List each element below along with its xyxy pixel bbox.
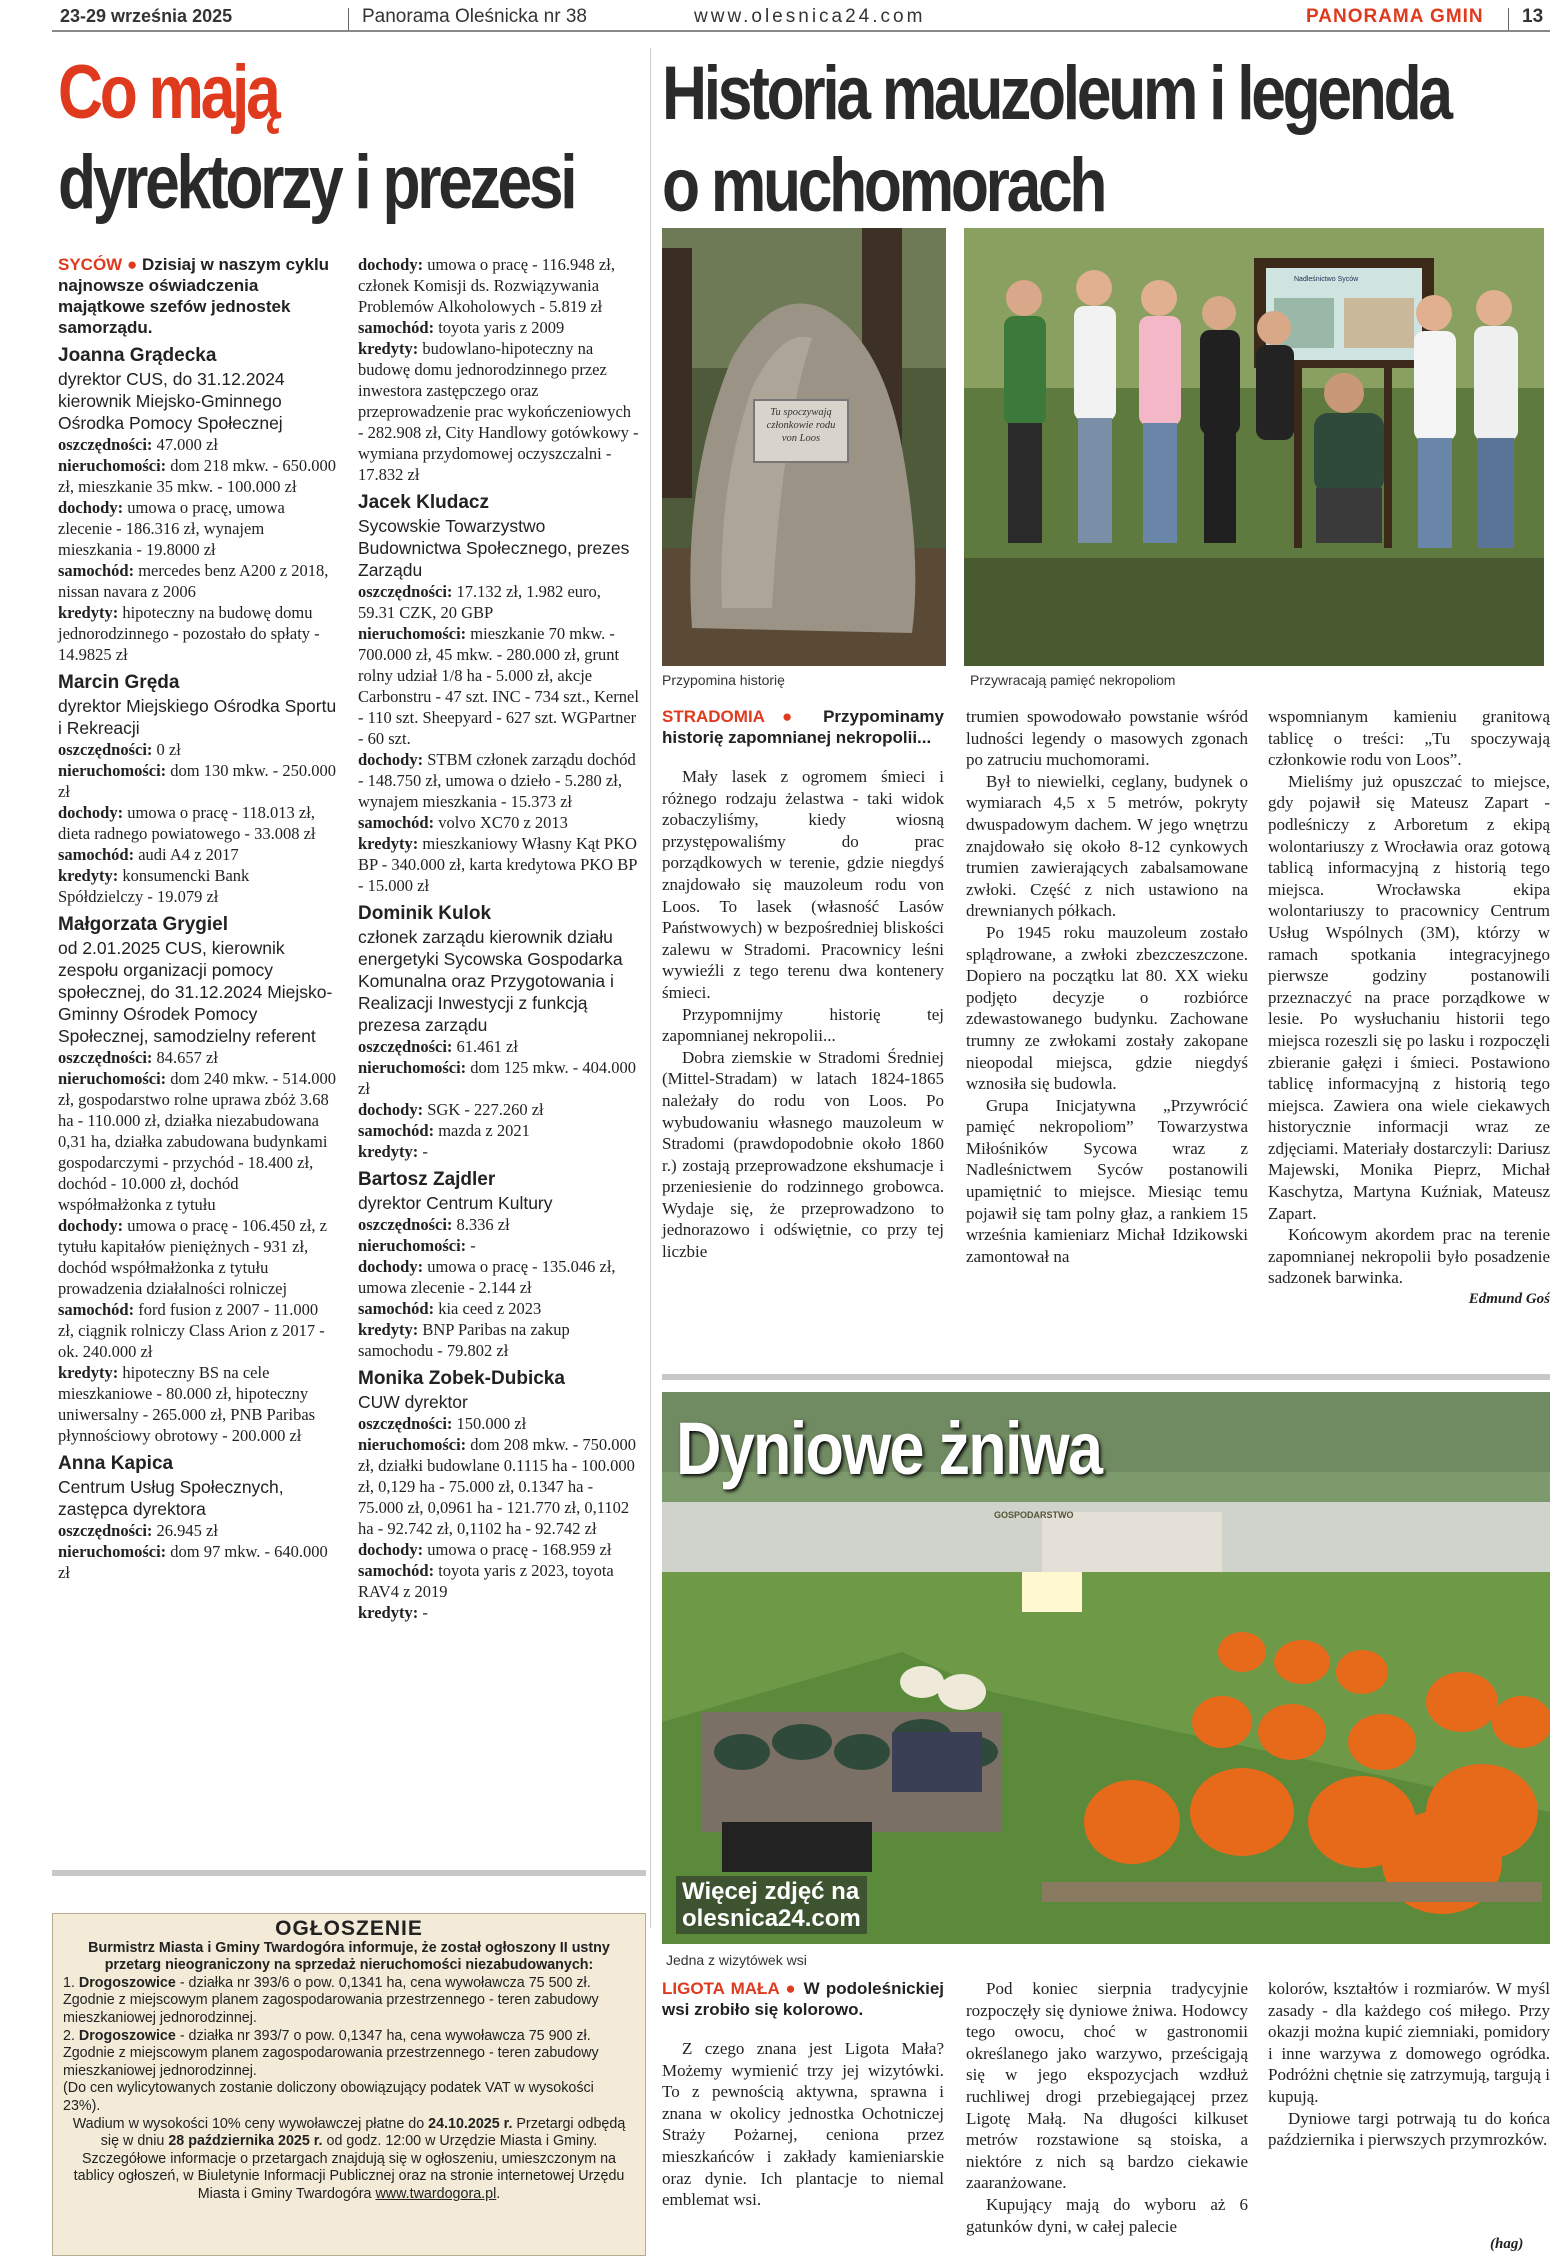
person-role: dyrektor CUS, do 31.12.2024 kierownik Miejsko-Gminnego Ośrodka Pomocy Społecznej (58, 369, 285, 433)
declaration-row: oszczędności: 84.657 zł (58, 1048, 218, 1067)
declaration-row: oszczędności: 26.945 zł (58, 1521, 218, 1540)
person-block (358, 902, 640, 1162)
section-rule (662, 1374, 1550, 1380)
more-photos-line1: Więcej zdjęć na (682, 1878, 860, 1905)
section-rule (52, 1870, 646, 1876)
announcement-info: Szczegółowe informacje o przetargach znajdują się w ogłoszeniu, umieszczonym na tablicy ogłoszeń, w Biuletynie Informacji Publicznej oraz na stronie internetowej Urzędu Miasta i Gminy Twardogóra www.twardogora.pl. (73, 2150, 625, 2202)
stand-sign: GOSPODARSTWO (994, 1510, 1074, 1520)
declaration-row: samochód: kia ceed z 2023 (358, 1299, 542, 1318)
paragraph: Był to niewielki, ceglany, budynek o wymiarach 4,5 x 5 metrów, pokryty dwuspadowym dachem. W jego wnętrzu znajdowało się około 8-12 cynkowych trumien zawierających zabalsamowane zwłoki. Część z nich ustawiono na drewnianych półkach. (966, 771, 1248, 921)
paragraph: trumien spowodowało powstanie wśród ludności legendy o masowych zgonach po zatruciu muchomorami. (966, 707, 1248, 770)
declaration-row: samochód: mazda z 2021 (358, 1121, 530, 1140)
person-name: Joanna Grądecka (58, 345, 217, 366)
mausoleum-col-1 (662, 706, 944, 1263)
page-header (60, 6, 1550, 32)
declaration-row: oszczędności: 61.461 zł (358, 1037, 518, 1056)
pumpkins-author: (hag) (1490, 2236, 1524, 2252)
paragraph: Kupujący mają do wyboru aż 6 gatunków dyni, w całej palecie (966, 2194, 1248, 2236)
volunteers-photo (964, 228, 1544, 666)
announcement-vat: (Do cen wylicytowanych zostanie doliczony obowiązujący podatek VAT w wysokości 23%). (63, 2080, 594, 2114)
declaration-row: kredyty: - (358, 1603, 428, 1622)
pumpkins-lead: LIGOTA MAŁA ● W podoleśnickiej wsi zrobiło się kolorowo. (662, 1979, 944, 2019)
declaration-row: kredyty: hipoteczny na budowę domu jednorodzinnego - pozostało do spłaty - 14.9825 zł (58, 603, 320, 664)
person-role: od 2.01.2025 CUS, kierownik zespołu organizacji pomocy społecznej, do 31.12.2024 Miejsko-Gminny Ośrodek Pomocy Społecznej, samodzielny referent (58, 938, 333, 1046)
declaration-row: dochody: umowa o pracę, umowa zlecenie - 186.316 zł, wynajem mieszkania - 19.8000 zł (58, 498, 285, 559)
announcement-box (52, 1913, 646, 2256)
declaration-row: nieruchomości: - (358, 1236, 476, 1255)
headline-red: Co mają (58, 50, 278, 135)
declaration-row: kredyty: - (358, 1142, 428, 1161)
person-role: dyrektor Miejskiego Ośrodka Sportu i Rekreacji (58, 696, 337, 738)
person-block (358, 1168, 640, 1361)
person-block (58, 1452, 338, 1583)
declaration-row: oszczędności: 150.000 zł (358, 1414, 527, 1433)
declaration-row: kredyty: BNP Paribas na zakup samochodu - 79.802 zł (358, 1320, 570, 1360)
declaration-row: kredyty: konsumencki Bank Spółdzielczy - 19.079 zł (58, 866, 250, 906)
issue-name: Panorama Oleśnicka nr 38 (362, 6, 587, 27)
announcement-item-2: 2. Drogoszowice - działka nr 393/7 o pow. 0,1347 ha, cena wywoławcza 75 900 zł. Zgodnie z miejscowym planem zagospodarowania przestrzennego - teren zabudowy mieszkaniowej jednorodzinnej. (63, 2027, 599, 2079)
declaration-row: oszczędności: 0 zł (58, 740, 181, 759)
declarations-column-2 (358, 254, 640, 1623)
issue-date: 23-29 września 2025 (60, 6, 233, 26)
person-block (358, 491, 640, 896)
declaration-row: dochody: umowa o pracę - 116.948 zł, członek Komisji ds. Rozwiązywania Problemów Alkoholowych - 5.819 zł (358, 255, 615, 316)
boulder-photo (662, 228, 946, 666)
declaration-row: dochody: umowa o pracę - 118.013 zł, dieta radnego powiatowego - 33.008 zł (58, 803, 316, 843)
person-name: Jacek Kludacz (358, 492, 489, 513)
declaration-row: dochody: umowa o pracę - 135.046 zł, umowa zlecenie - 2.144 zł (358, 1257, 616, 1297)
mausoleum-col-2 (966, 706, 1248, 1267)
announcement-intro: Burmistrz Miasta i Gminy Twardogóra informuje, że został ogłoszony II ustny przetarg nieograniczony na sprzedaż nieruchomości niezabudowanych: (88, 1939, 610, 1974)
paragraph: Pod koniec sierpnia tradycyjnie rozpoczęły się dyniowe żniwa. Hodowcy tego owocu, choć w gastronomii określanego jako warzywo, prześcigają się w jego ekspozycjach wzdłuż ruchliwej drogi przebiegającej przez Ligotę Małą. Na długości kilkuset metrów rozstawione są stoiska, a niektóre z nich są bardzo ciekawie zaaranżowane. (966, 1979, 1248, 2193)
caption-boulder: Przypomina historię (662, 672, 785, 688)
person-name: Małgorzata Grygiel (58, 914, 228, 935)
headline-black: dyrektorzy i prezesi (58, 140, 575, 225)
declaration-row: samochód: toyota yaris z 2023, toyota RAV4 z 2019 (358, 1561, 614, 1601)
paragraph: Z czego znana jest Ligota Mała? Możemy wymienić trzy jej wizytówki. To z pewnością aktywna, sprawna i znana w okolicy jednostka Ochotniczej Straży Pożarnej, ceniona przez mieszkańców i zakłady kamieniarskie oraz dynie. Ich plantacje to niemal emblemat wsi. (662, 2039, 944, 2210)
website-link[interactable]: www.olesnica24.com (694, 6, 926, 27)
pumpkins-col-3 (1268, 1978, 1550, 2151)
person-name: Marcin Gręda (58, 672, 180, 693)
kicker-sycow: SYCÓW (58, 255, 123, 274)
caption-pumpkins: Jedna z wizytówek wsi (666, 1952, 807, 1968)
more-photos-line2: olesnica24.com (682, 1905, 861, 1932)
person-role: dyrektor Centrum Kultury (358, 1193, 553, 1213)
paragraph: kolorów, kształtów i rozmiarów. W myśl zasady - dla każdego coś miłego. Przy okazji można kupić ziemniaki, pomidory i inne warzywa z domowego ogródka. Podróżni chętnie się zatrzymują, targują i kupują. (1268, 1979, 1550, 2106)
declaration-row: dochody: umowa o pracę - 106.450 zł, z tytułu kapitałów pieniężnych - 931 zł, dochód współmałżonka z tytułu prowadzenia działalności rolniczej (58, 1216, 327, 1298)
declaration-row: dochody: STBM członek zarządu dochód - 148.750 zł, umowa o dzieło - 5.280 zł, wynajem mieszkania - 15.373 zł (358, 750, 636, 811)
declaration-row: samochód: audi A4 z 2017 (58, 845, 239, 864)
announcement-title: OGŁOSZENIE (275, 1917, 423, 1940)
lead-text: Dzisiaj w naszym cyklu najnowsze oświadczenia majątkowe szefów jednostek samorządu. (58, 255, 330, 337)
person-name: Dominik Kulok (358, 903, 492, 924)
declaration-row: kredyty: budowlano-hipoteczny na budowę domu jednorodzinnego przez inwestora zastępczego oraz przeprowadzenie prac wykończeniowych - 282.908 zł, City Handlowy gotówkowy - wymiana przydomowej oczyszczalni - 17.832 zł (358, 339, 639, 484)
declaration-row: nieruchomości: dom 130 mkw. - 250.000 zł (58, 761, 337, 801)
left-lead: SYCÓW ● Dzisiaj w naszym cyklu najnowsze oświadczenia majątkowe szefów jednostek samorządu. (58, 255, 330, 337)
mausoleum-col-3 (1268, 706, 1550, 1311)
declaration-row: dochody: SGK - 227.260 zł (358, 1100, 544, 1119)
declaration-row: dochody: umowa o pracę - 168.959 zł (358, 1540, 612, 1559)
paragraph: Grupa Inicjatywna „Przywrócić pamięć nekropoliom” Towarzystwa Miłośników Sycowa wraz z Nadleśnictwem Syców postanowili upamiętnić to miejsce. Miesiąc temu pojawił się tam polny głaz, a rankiem 15 września kamieniarz Michał Idzikowski zamontował na (966, 1095, 1248, 1266)
more-photos-badge[interactable] (676, 1876, 867, 1934)
person-role: Centrum Usług Społecznych, zastępca dyrektora (58, 1477, 284, 1519)
section-title: PANORAMA GMIN (1306, 6, 1484, 27)
declaration-row: samochód: volvo XC70 z 2013 (358, 813, 568, 832)
paragraph: Po 1945 roku mauzoleum zostało splądrowane, a zwłoki zbezczeszczone. Dopiero na początku lat 80. XX wieku podjęto decyzje o rozbiórce zdewastowanego budynku. Zachowane trumny ze zwłokami zostały zakopane nieopodal miejsca, gdzie niegdyś wznosiła się budowla. (966, 922, 1248, 1094)
paragraph: Mały lasek z ogromem śmieci i różnego rodzaju żelastwa - taki widok zobaczyliśmy, kiedy wiosną przystępowaliśmy do prac porządkowych w terenie, gdzie niegdyś znajdowało się mauzoleum rodu von Loos. To lasek (własność Lasów Państwowych) w bezpośredniej bliskości zalewu w Stradomi. Pracownicy leśni wywieźli z tego terenu dwa kontenery śmieci. (662, 767, 944, 1002)
mausoleum-lead: STRADOMIA ● Przypominamy historię zapomnianej nekropolii... (662, 707, 944, 747)
person-role: CUW dyrektor (358, 1392, 468, 1412)
paragraph: wspomnianym kamieniu granitową tablicę o treści: „Tu spoczywają członkowie rodu von Loos”. (1268, 707, 1550, 770)
paragraph: Przypomnijmy historię tej zapomnianej nekropolii... (662, 1004, 944, 1046)
person-block (58, 671, 338, 907)
declaration-row: oszczędności: 17.132 zł, 1.982 euro, 59.31 CZK, 20 GBP (358, 582, 601, 622)
kicker-ligota: LIGOTA MAŁA (662, 1979, 780, 1998)
person-block (358, 254, 640, 485)
declaration-row: nieruchomości: dom 218 mkw. - 650.000 zł, mieszkanie 35 mkw. - 100.000 zł (58, 456, 337, 496)
twardogora-link[interactable]: www.twardogora.pl (375, 2185, 497, 2202)
declaration-row: samochód: mercedes benz A200 z 2018, nissan navara z 2006 (58, 561, 329, 601)
announcement-wadium: Wadium w wysokości 10% ceny wywoławczej płatne do 24.10.2025 r. Przetargi odbędą się w dniu 28 października 2025 r. od godz. 12:00 w Urzędzie Miasta i Gminy. (72, 2115, 626, 2150)
declarations-column-1 (58, 254, 338, 1583)
person-block (58, 913, 338, 1446)
declaration-row: nieruchomości: mieszkanie 70 mkw. - 700.000 zł, 45 mkw. - 280.000 zł, grunt rolny udział 1/8 ha - 5.000 zł, akcje Carbonstru - 47 szt. INC - 734 szt., Kernel - 110 szt. Sheepyard - 627 szt. WGPartner - 60 szt. (358, 624, 639, 748)
declaration-row: oszczędności: 47.000 zł (58, 435, 218, 454)
declaration-row: oszczędności: 8.336 zł (358, 1215, 510, 1234)
person-name: Anna Kapica (58, 1453, 174, 1474)
page-number: 13 (1522, 6, 1544, 27)
mausoleum-author: Edmund Goś (1468, 1291, 1550, 1308)
header-rule (52, 30, 1550, 32)
kicker-stradomia: STRADOMIA (662, 707, 765, 726)
declaration-row: kredyty: mieszkaniowy Własny Kąt PKO BP - 340.000 zł, karta kredytowa PKO BP - 15.000 zł (358, 834, 637, 895)
person-role: Sycowskie Towarzystwo Budownictwa Społecznego, prezes Zarządu (358, 516, 630, 580)
declaration-row: nieruchomości: dom 240 mkw. - 514.000 zł, gospodarstwo rolne uprawa zbóż 3.68 ha - 110.000 zł, działka niezabudowana 0,31 ha, działka zabudowana budynkami gospodarczymi - przychód - 18.400 zł, dochód - 10.000 zł, dochód współmałżonka z tytułu (58, 1069, 337, 1214)
pumpkin-photo-title: Dyniowe żniwa (676, 1407, 1102, 1490)
person-name: Monika Zobek-Dubicka (358, 1368, 565, 1389)
mausoleum-headline (662, 48, 1450, 232)
declaration-row: kredyty: hipoteczny BS na cele mieszkaniowe - 80.000 zł, hipoteczny uniwersalny - 265.000 zł, PNB Paribas płynnościowy obrotowy - 200.000 zł (58, 1363, 316, 1445)
paragraph: Mieliśmy już opuszczać to miejsce, gdy pojawił się Mateusz Zapart - podleśniczy z Arboretum z ekipą wolontariuszy z Wrocławia oraz gotową tablicą informacyjną z historią tego miejsca. Wrocławska ekipa wolontariuszy to pracownicy Centrum Usług Wspólnych (3M), którzy w ramach spotkania integracyjnego pierwsze godziny postanowili przeznaczyć na prace porządkowe w lesie. Po wysłuchaniu historii tego miejsca rozeszli się po lasku i rozpoczęli zbieranie gałęzi i śmieci. Postawiono tablicę informacyjną z historią tego miejsca. Zawiera ona wiele ciekawych historycznie informacji wraz ze zdjęciami. Materiały dostarczyli: Dariusz Majewski, Monika Pieprz, Michał Kaschytza, Martyna Kuźniak, Mateusz Zapart. (1268, 771, 1550, 1223)
headline-line-2: o muchomorach (662, 143, 1105, 228)
declaration-row: samochód: toyota yaris z 2009 (358, 318, 565, 337)
declaration-row: nieruchomości: dom 208 mkw. - 750.000 zł, działki budowlane 0.1115 ha - 100.000 zł, 0,129 ha - 75.000 zł, 0.1347 ha - 75.000 zł, 0,0961 ha - 121.770 zł, 0,1102 ha - 92.742 zł, 0,1102 ha - 92.742 zł (358, 1435, 637, 1538)
person-block (358, 1367, 640, 1623)
pumpkins-col-1 (662, 1978, 944, 2211)
announcement-item-1: 1. Drogoszowice - działka nr 393/6 o pow. 0,1341 ha, cena wywoławcza 75 500 zł. Zgodnie z miejscowym planem zagospodarowania przestrzennego - teren zabudowy mieszkaniowej jednorodzinnej. (63, 1974, 599, 2026)
info-board-text: Nadleśnictwo Syców (1294, 276, 1359, 283)
plaque-text: Tu spoczywają członkowie rodu von Loos (766, 407, 836, 444)
person-block (58, 344, 338, 665)
declaration-row: nieruchomości: dom 97 mkw. - 640.000 zł (58, 1542, 328, 1582)
left-headline (58, 48, 575, 228)
paragraph: Dyniowe targi potrwają tu do końca października i pierwszych przymrozków. (1268, 2108, 1550, 2150)
declaration-row: nieruchomości: dom 125 mkw. - 404.000 zł (358, 1058, 637, 1098)
pumpkins-col-2 (966, 1978, 1248, 2237)
caption-volunteers: Przywracają pamięć nekropoliom (970, 672, 1176, 688)
column-divider (650, 48, 651, 1928)
paragraph: Końcowym akordem prac na terenie zapomnianej nekropolii było posadzenie sadzonek barwinka. (1268, 1225, 1550, 1288)
pumpkin-photo (662, 1392, 1550, 1944)
headline-line-1: Historia mauzoleum i legenda (662, 51, 1450, 136)
declaration-row: samochód: ford fusion z 2007 - 11.000 zł, ciągnik rolniczy Class Arion z 2017 - ok. 240.000 zł (58, 1300, 325, 1361)
person-role: członek zarządu kierownik działu energetyki Sycowska Gospodarka Komunalna oraz Przygotowania i Realizacji Inwestycji z funkcją prezesa zarządu (358, 927, 623, 1035)
paragraph: Dobra ziemskie w Stradomi Średniej (Mittel-Stradam) w latach 1824-1865 należały do rodu von Loos. Po wybudowaniu własnego mauzoleum w Stradomi (prawdopodobnie około 1860 r.) zostają przeprowadzone ekshumacje i przeniesienie do rodzinnego grobowca. Wydaje się, że przeprowadzono to jednorazowo i odświętnie, co przy tej liczbie (662, 1047, 944, 1262)
person-name: Bartosz Zajdler (358, 1169, 496, 1190)
